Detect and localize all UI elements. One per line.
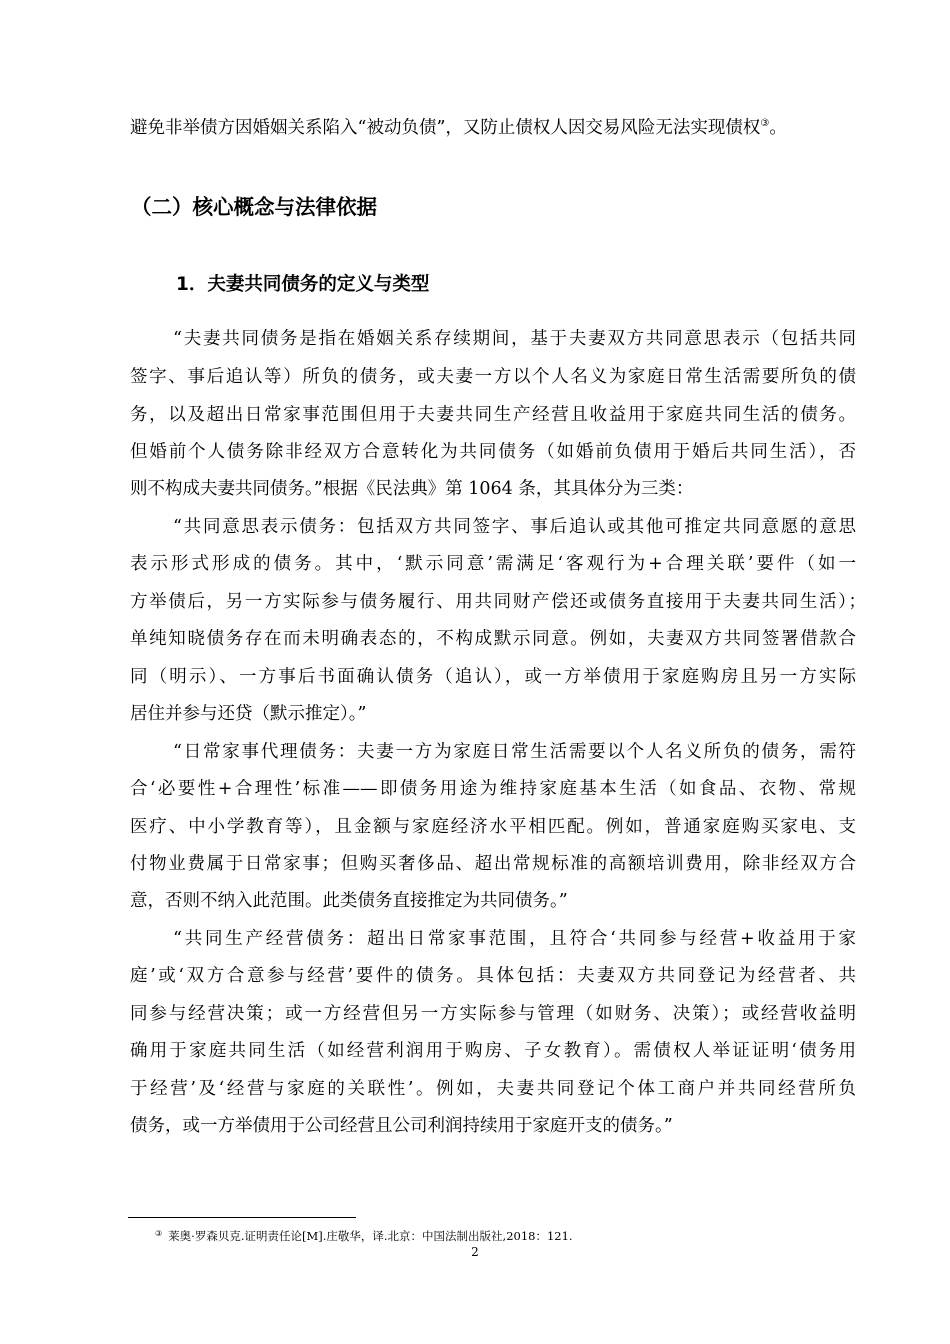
body-text-line: “共同意思表示债务：包括双方共同签字、事后追认或其他可推定共同意愿的意思 — [173, 517, 856, 537]
body-text-line: 确用于家庭共同生活（如经营利润用于购房、子女教育）。需债权人举证证明‘债务用 — [130, 1041, 856, 1061]
footnote — [155, 1228, 573, 1244]
body-text-line: 居住并参与还贷（默示推定）。” — [130, 704, 367, 724]
body-text-line: 意，否则不纳入此范围。此类债务直接推定为共同债务。” — [130, 891, 568, 911]
page-number: 2 — [471, 1245, 479, 1259]
body-text-line: 医疗、中小学教育等），且金额与家庭经济水平相匹配。例如，普通家庭购买家电、支 — [130, 817, 856, 837]
continuation-end: 。 — [769, 118, 787, 138]
footnote-marker: ③ — [155, 1229, 163, 1238]
footnote-reference: ③ — [760, 118, 770, 129]
subsection-heading: 1．夫妻共同债务的定义与类型 — [176, 274, 430, 295]
body-text-line: 表示形式形成的债务。其中，‘默示同意’需满足‘客观行为+合理关联’要件（如一 — [130, 554, 856, 574]
body-text-line: “夫妻共同债务是指在婚姻关系存续期间，基于夫妻双方共同意思表示（包括共同 — [173, 329, 856, 349]
body-text-line: 签字、事后追认等）所负的债务，或夫妻一方以个人名义为家庭日常生活需要所负的债 — [130, 367, 856, 387]
body-text-line: 方举债后，另一方实际参与债务履行、用共同财产偿还或债务直接用于夫妻共同生活）； — [130, 592, 866, 612]
body-text-line: 同（明示）、一方事后书面确认债务（追认），或一方举债用于家庭购房且另一方实际 — [130, 667, 856, 687]
body-text-line: 合‘必要性+合理性’标准——即债务用途为维持家庭基本生活（如食品、衣物、常规 — [130, 779, 856, 799]
body-text-line: “共同生产经营债务：超出日常家事范围，且符合‘共同参与经营+收益用于家 — [173, 929, 856, 949]
body-text-line: 债务，或一方举债用于公司经营且公司利润持续用于家庭开支的债务。” — [130, 1116, 673, 1136]
body-text-line: 付物业费属于日常家事；但购买奢侈品、超出常规标准的高额培训费用，除非经双方合 — [130, 854, 856, 874]
body-text-line: “日常家事代理债务：夫妻一方为家庭日常生活需要以个人名义所负的债务，需符 — [173, 742, 856, 762]
body-text-line: 同参与经营决策；或一方经营但另一方实际参与管理（如财务、决策）；或经营收益明 — [130, 1004, 856, 1024]
body-text-line: 但婚前个人债务除非经双方合意转化为共同债务（如婚前负债用于婚后共同生活），否 — [130, 442, 856, 462]
body-text-line: 务，以及超出日常家事范围但用于夫妻共同生产经营且收益用于家庭共同生活的债务。 — [130, 405, 856, 425]
body-text-line — [130, 116, 787, 140]
footnote-text: 莱奥·罗森贝克.证明责任论[M].庄敬华，译.北京：中国法制出版社,2018：121. — [168, 1229, 573, 1243]
footnote-separator — [128, 1217, 356, 1218]
continuation-text: 避免非举债方因婚姻关系陷入“被动负债”，又防止债权人因交易风险无法实现债权 — [130, 118, 761, 138]
body-text-line: 单纯知晓债务存在而未明确表态的，不构成默示同意。例如，夫妻双方共同签署借款合 — [130, 629, 856, 649]
section-heading: （二）核心概念与法律依据 — [131, 195, 377, 219]
body-text-line: 庭’或‘双方合意参与经营’要件的债务。具体包括：夫妻双方共同登记为经营者、共 — [130, 966, 856, 986]
body-text-line: 则不构成夫妻共同债务。”根据《民法典》第 1064 条，其具体分为三类： — [130, 479, 694, 499]
body-text-line: 于经营’及‘经营与家庭的关联性’。例如，夫妻共同登记个体工商户并共同经营所负 — [130, 1079, 856, 1099]
